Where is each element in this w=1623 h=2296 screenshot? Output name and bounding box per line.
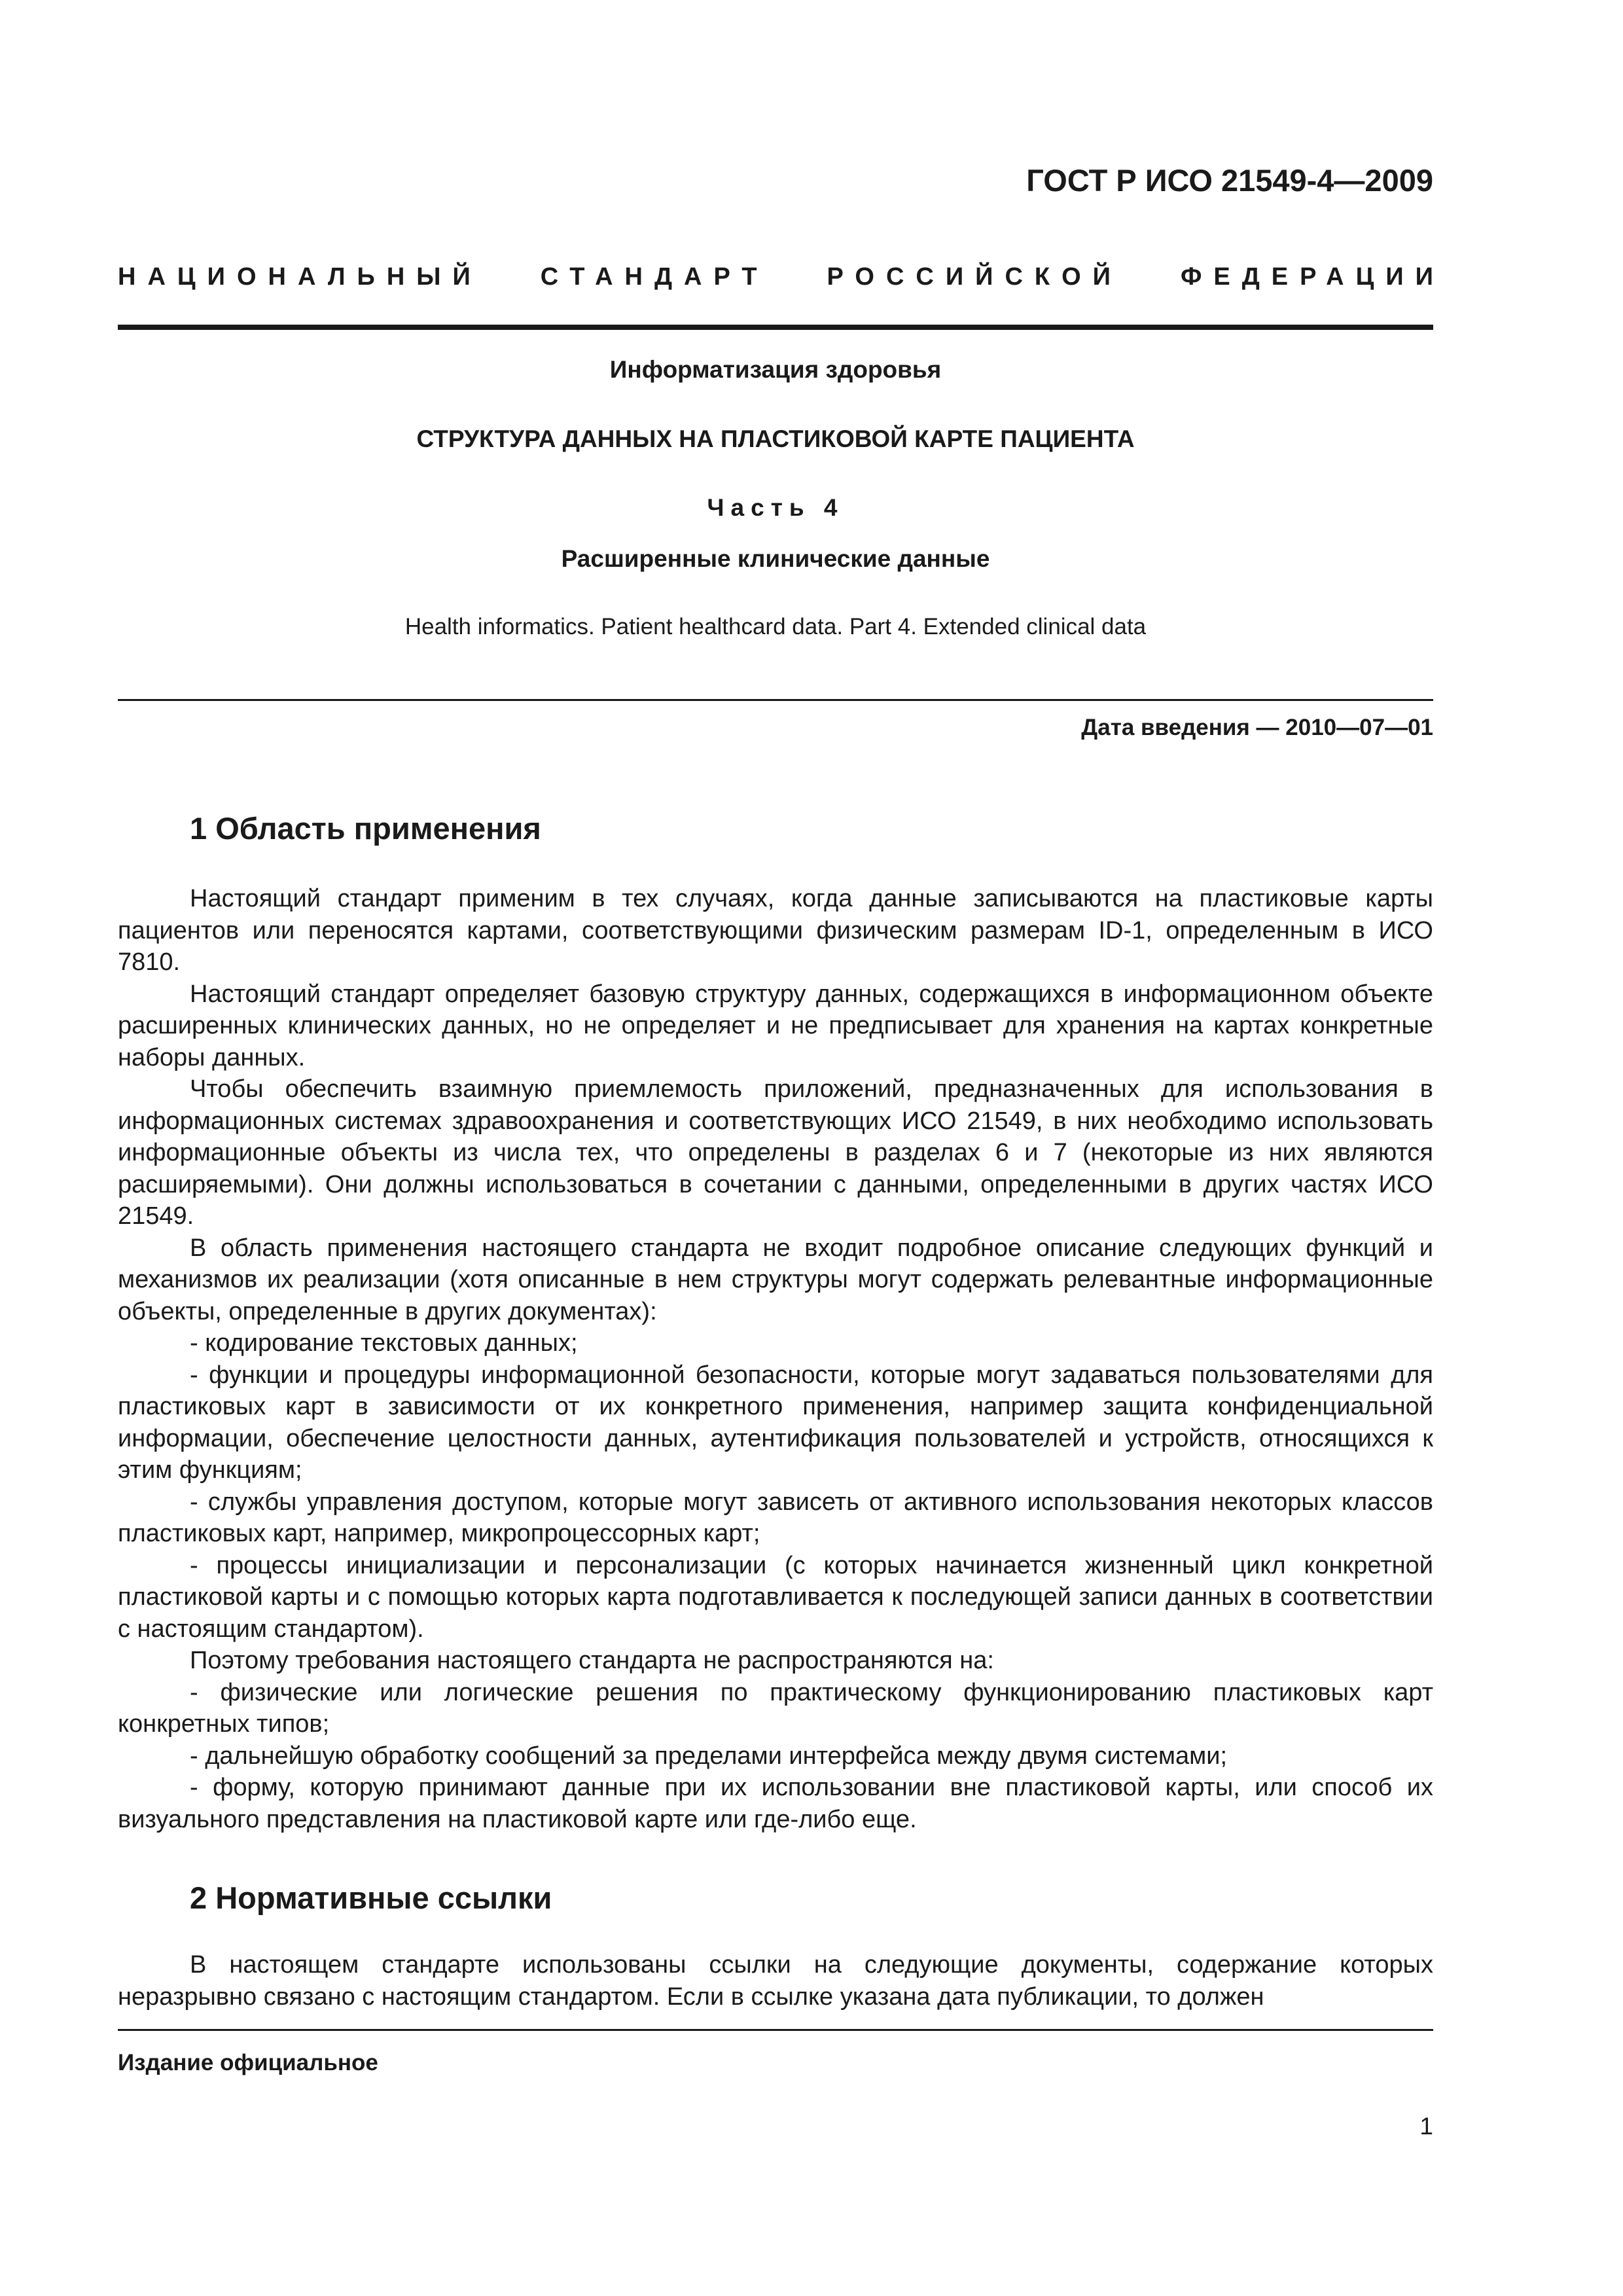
list-item: - физические или логические решения по практическому функционированию пластиковых карт конкретных типов; xyxy=(118,1678,1433,1738)
paragraph: Настоящий стандарт применим в тех случаях, когда данные записываются на пластиковые карты пациентов или переносятся картами, соответствующими физическим размерам ID-1, определенным в ИСО 7810. xyxy=(118,885,1433,976)
footer-divider xyxy=(118,2029,1433,2031)
national-title-word: НАЦИОНАЛЬНЫЙ xyxy=(118,263,482,291)
page-number: 1 xyxy=(1419,2113,1433,2140)
list-item: - форму, которую принимают данные при их использовании вне пластиковой карты, или способ их визуального представления на пластиковой карте или где-либо еще. xyxy=(118,1774,1433,1833)
section-1-title: 1 Область применения xyxy=(190,811,541,846)
paragraph: Настоящий стандарт определяет базовую структуру данных, содержащихся в информационном объекте расширенных клинических данных, но не определяет и не предписывает для хранения на картах конкретные наборы данных. xyxy=(118,980,1433,1071)
section-2-title: 2 Нормативные ссылки xyxy=(190,1880,552,1915)
section-1-body xyxy=(118,883,1433,1835)
paragraph: В область применения настоящего стандарта не входит подробное описание следующих функций и механизмов их реализации (хотя описанные в нем структуры могут содержать релевантные информационные объекты, определенные в других документах): xyxy=(118,1234,1433,1325)
main-title: СТРУКТУРА ДАННЫХ НА ПЛАСТИКОВОЙ КАРТЕ ПАЦИЕНТА xyxy=(416,425,1135,452)
list-item: - службы управления доступом, которые могут зависеть от активного использования некоторых классов пластиковых карт, например, микропроцессорных карт; xyxy=(118,1488,1433,1547)
paragraph: Чтобы обеспечить взаимную приемлемость приложений, предназначенных для использования в информационных системах здравоохранения и соответствующих ИСО 21549, в них необходимо использовать информационные объекты из числа тех, что определены в разделах 6 и 7 (некоторые из них являются расширяемыми). Они должны использоваться в сочетании с данными, определенными в других частях ИСО 21549. xyxy=(118,1075,1433,1230)
national-title-word: СТАНДАРТ xyxy=(540,263,769,291)
list-item: - кодирование текстовых данных; xyxy=(190,1329,578,1357)
national-standard-title xyxy=(118,263,1445,291)
document-code: ГОСТ Р ИСО 21549-4—2009 xyxy=(1026,163,1433,198)
subtitle: Расширенные клинические данные xyxy=(561,545,990,572)
paragraph: В настоящем стандарте использованы ссылки на следующие документы, содержание которых неразрывно связано с настоящим стандартом. Если в ссылке указана дата публикации, то должен xyxy=(118,1951,1433,2011)
field-title: Информатизация здоровья xyxy=(609,356,942,383)
introduction-date: Дата введения — 2010—07—01 xyxy=(1081,715,1433,740)
document-page xyxy=(118,0,1445,2296)
header-divider xyxy=(118,325,1433,330)
list-item: - функции и процедуры информационной безопасности, которые могут задаваться пользователями для пластиковых карт в зависимости от их конкретного применения, например защита конфиденциальной информации, обеспечение целостности данных, аутентификация пользователей и устройств, относящихся к этим функциям; xyxy=(118,1361,1433,1484)
section-2-body xyxy=(118,1949,1433,2013)
part-label: Часть 4 xyxy=(707,494,844,521)
english-title: Health informatics. Patient healthcard data. Part 4. Extended clinical data xyxy=(404,614,1147,639)
list-item: - процессы инициализации и персонализации (с которых начинается жизненный цикл конкретной пластиковой карты и с помощью которых карта подготавливается к последующей записи данных в соответствии с настоящим стандартом). xyxy=(118,1551,1433,1643)
list-item: - дальнейшую обработку сообщений за пределами интерфейса между двумя системами; xyxy=(190,1742,1228,1770)
paragraph: Поэтому требования настоящего стандарта не распространяются на: xyxy=(190,1647,994,1674)
national-title-word: ФЕДЕРАЦИИ xyxy=(1180,263,1445,291)
edition-note: Издание официальное xyxy=(118,2050,378,2075)
national-title-word: РОССИЙСКОЙ xyxy=(827,263,1122,291)
title-divider xyxy=(118,699,1433,701)
